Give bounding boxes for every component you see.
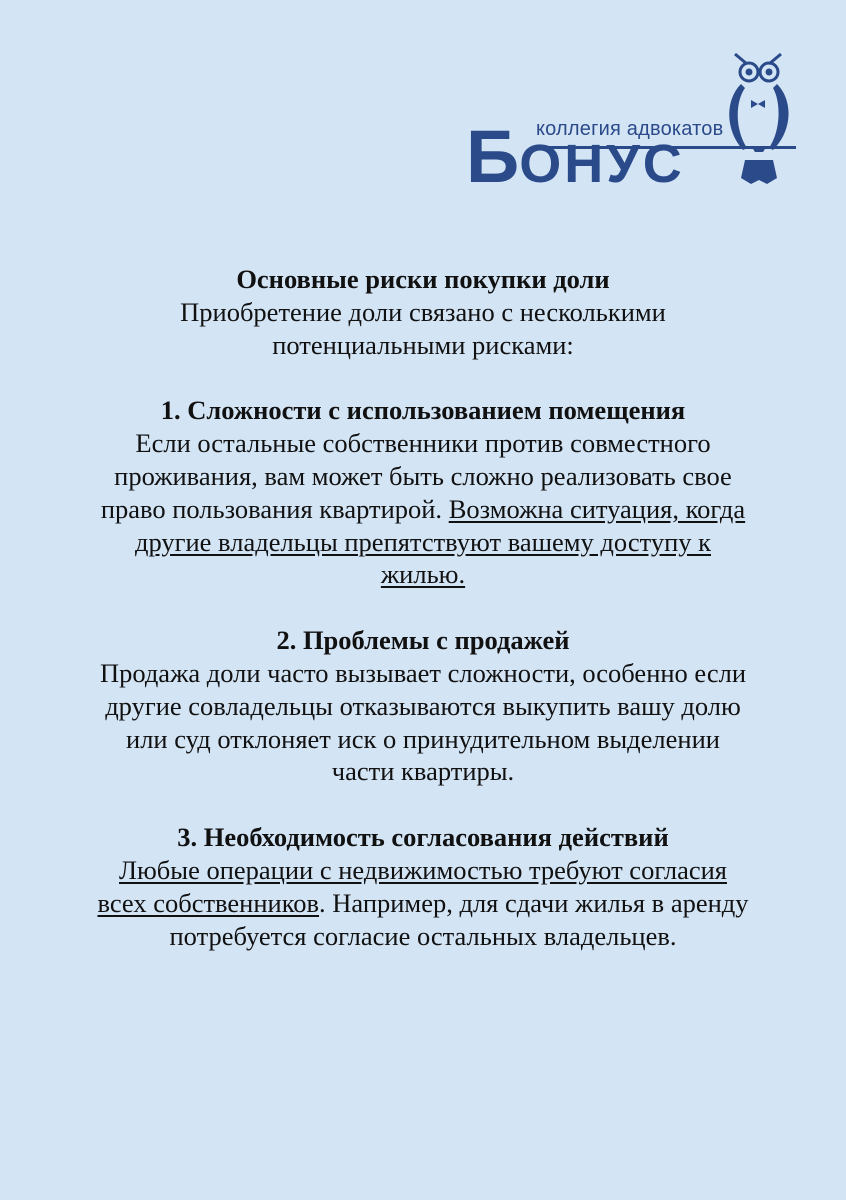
paragraph-line [60, 460, 786, 493]
document-title: Основные риски покупки доли [236, 264, 610, 294]
spacer [60, 591, 786, 624]
section-heading: 2. Проблемы с продажей [276, 625, 570, 656]
underlined-text: жилью. [380, 559, 466, 590]
text: право пользования квартирой. [100, 493, 449, 524]
paragraph-line [60, 920, 786, 953]
paragraph-line [60, 657, 786, 690]
owl-icon [721, 50, 806, 200]
paragraph-line [60, 755, 786, 788]
paragraph-line [60, 690, 786, 723]
underlined-text: всех собственников [97, 887, 320, 918]
logo-subtitle: коллегия адвокатов [536, 118, 724, 140]
text: другие совладельцы отказываются выкупить вашу долю [105, 690, 741, 721]
paragraph-line [60, 526, 786, 559]
document-body [60, 263, 786, 952]
section-heading: 1. Сложности с использованием помещения [160, 395, 686, 426]
text: Продажа доли часто вызывает сложности, особенно если [99, 657, 747, 688]
paragraph-line [60, 427, 786, 460]
intro-line: Приобретение доли связано с несколькими [180, 296, 666, 327]
paragraph-line [60, 723, 786, 756]
paragraph-line [60, 854, 786, 887]
logo-name [466, 115, 685, 201]
text: части квартиры. [331, 756, 515, 787]
underlined-text: другие владельцы препятствуют вашему доступу к [134, 526, 711, 557]
paragraph-line [60, 493, 786, 526]
intro-line: потенциальными рисками: [272, 329, 574, 360]
paragraph-line [60, 887, 786, 920]
logo [466, 50, 806, 200]
section-heading: 3. Необходимость согласования действий [177, 822, 669, 853]
text: или суд отклоняет иск о принудительном выделении [126, 723, 720, 754]
sections [60, 361, 786, 952]
logo-name-rest: ОНУС [519, 134, 685, 194]
spacer [60, 788, 786, 821]
logo-letter: Б [466, 115, 520, 198]
text: потребуется согласие остальных владельцев. [169, 920, 677, 951]
paragraph-line [60, 558, 786, 591]
text: . Например, для сдачи жилья в аренду [319, 887, 749, 918]
underlined-text: Возможна ситуация, когда [448, 493, 746, 524]
spacer [60, 361, 786, 394]
text: Если остальные собственники против совместного [135, 428, 711, 459]
underlined-text: Любые операции с недвижимостью требуют согласия [119, 854, 727, 885]
text: проживания, вам может быть сложно реализовать свое [114, 460, 732, 491]
